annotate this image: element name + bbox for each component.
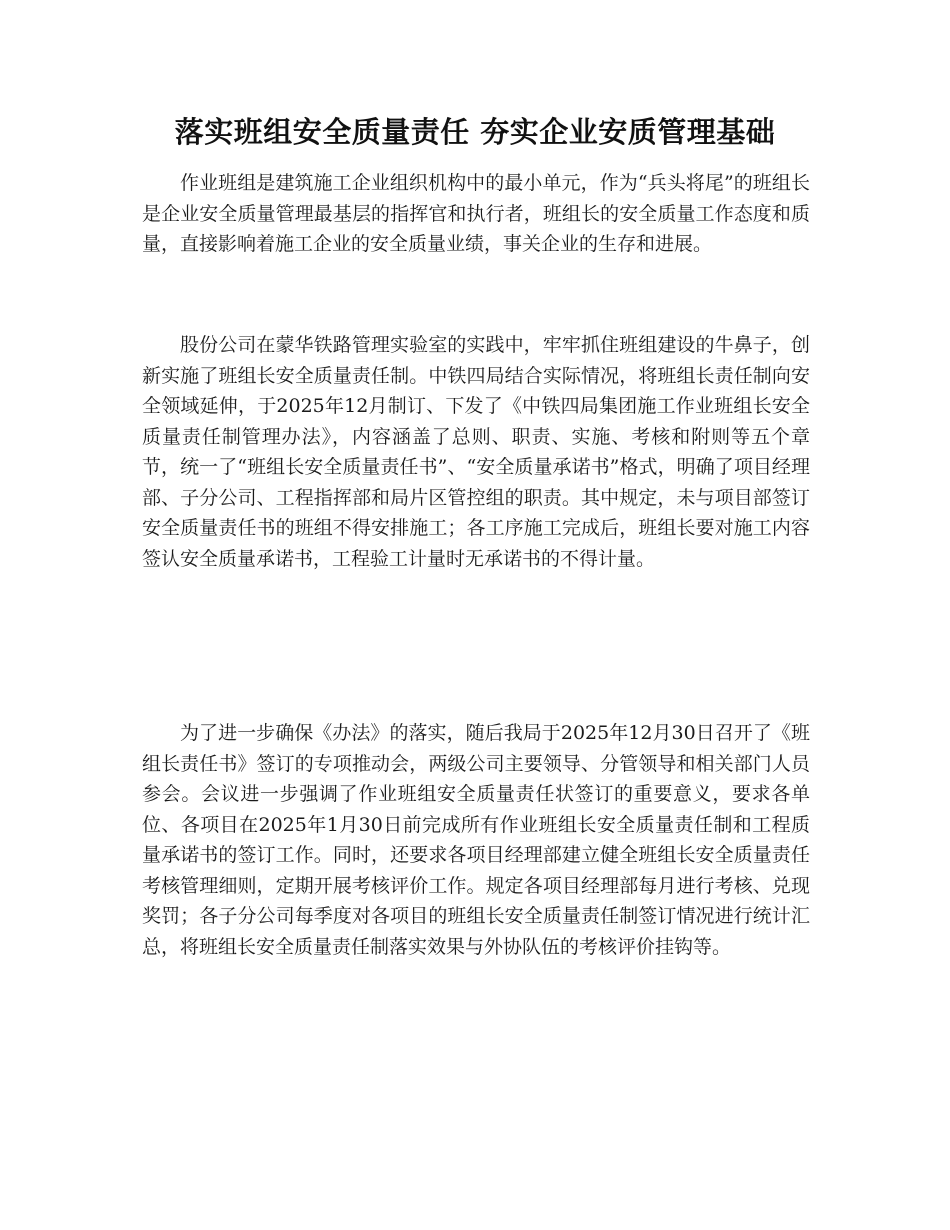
paragraph-1: 作业班组是建筑施工企业组织机构中的最小单元，作为“兵头将尾”的班组长是企业安全质量管理最基层的指挥官和执行者，班组长的安全质量工作态度和质量，直接影响着施工企业的安全质量业绩，事关企业的生存和进展。: [142, 172, 810, 255]
document-title: 落实班组安全质量责任 夯实企业安质管理基础: [174, 115, 776, 149]
paragraph-3: 为了进一步确保《办法》的落实，随后我局于2025年12月30日召开了《班组长责任书》签订的专项推动会，两级公司主要领导、分管领导和相关部门人员参会。会议进一步强调了作业班组安全质量责任状签订的重要意义，要求各单位、各项目在2025年1月30日前完成所有作业班组长安全质量责任制和工程质量承诺书的签订工作。同时，还要求各项目经理部建立健全班组长安全质量责任考核管理细则，定期开展考核评价工作。规定各项目经理部每月进行考核、兑现奖罚；各子分公司每季度对各项目的班组长安全质量责任制签订情况进行统计汇总，将班组长安全质量责任制落实效果与外协队伍的考核评价挂钩等。: [142, 722, 810, 958]
paragraph-2: 股份公司在蒙华铁路管理实验室的实践中，牢牢抓住班组建设的牛鼻子，创新实施了班组长安全质量责任制。中铁四局结合实际情况，将班组长责任制向安全领域延伸，于2025年12月制订、下发了《中铁四局集团施工作业班组长安全质量责任制管理办法》，内容涵盖了总则、职责、实施、考核和附则等五个章节，统一了“班组长安全质量责任书”、“安全质量承诺书”格式，明确了项目经理部、子分公司、工程指挥部和局片区管控组的职责。其中规定，未与项目部签订安全质量责任书的班组不得安排施工；各工序施工完成后，班组长要对施工内容签认安全质量承诺书，工程验工计量时无承诺书的不得计量。: [142, 334, 810, 570]
